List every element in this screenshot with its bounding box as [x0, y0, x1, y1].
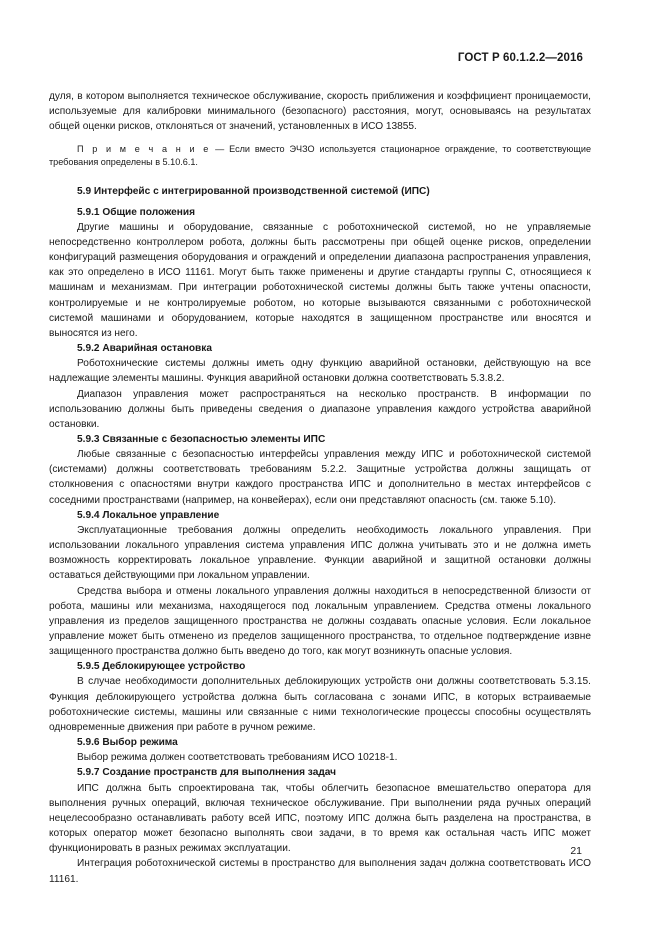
paragraph-5-9-7-a: ИПС должна быть спроектирована так, чтобы облегчить безопасное вмешательство оператора для выполнения ручных операций, включая техническое обслуживание. При выполнении ряда ручных операций нецелесообразно останавливать работу всей ИПС, поэтому ИПС должна быть разделена на пространства, в которых оператор может безопасно выполнять свои задачи, в то время как остальная часть ИПС может функционировать в разных режимах эксплуатации. — [49, 782, 591, 855]
subsection-title-5-9-7: 5.9.7 Создание пространств для выполнения задач — [77, 767, 337, 779]
paragraph-5-9-6-a: Выбор режима должен соответствовать требованиям ИСО 10218-1. — [77, 752, 398, 764]
page-header-standard-code: ГОСТ Р 60.1.2.2—2016 — [457, 52, 583, 64]
note-label: П р и м е ч а н и е — [77, 144, 211, 155]
paragraph-5-9-3-a: Любые связанные с безопасностью интерфейсы управления между ИПС и роботохнической системой (системами) должны соответствовать требованиям 5.2.2. Защитные устройства должны защищать от столкновения с опасностями внутри каждого пространства ИПС и дополнительно в местах интерфейсов с соседними пространствами (например, на конвейерах), если они представляют опасность (см. также 5.10). — [49, 449, 591, 506]
section-title: 5.9 Интерфейс с интегрированной производственной системой (ИПС) — [77, 186, 430, 198]
subsection-title-5-9-6: 5.9.6 Выбор режима — [77, 737, 178, 749]
subsection-title-5-9-2: 5.9.2 Аварийная остановка — [77, 343, 212, 355]
note — [49, 143, 591, 169]
paragraph-5-9-4-a: Эксплуатационные требования должны определить необходимость локального управления. При использовании локального управления система управления ИПС должна учитывать это и не должна иметь возможность корректировать локальное управление. Функции аварийной и защитной остановки должны оставаться действующими при локальном управлении. — [49, 524, 591, 582]
paragraph-5-9-4-b: Средства выбора и отмены локального управления должны находиться в непосредственной близости от робота, машины или механизма, находящегося под локальным управлением. Средства отмены локального управления из пределов защищенного пространства не должны создавать опасные условия. Если локальное управление может быть отменено из пределов защищенного пространства, то отдельное подтверждение извне защищенного пространства должно быть введено до того, как могут возникнуть опасные условия. — [49, 585, 591, 658]
subsection-title-5-9-1: 5.9.1 Общие положения — [77, 206, 195, 218]
page-number: 21 — [570, 845, 582, 857]
subsection-title-5-9-5: 5.9.5 Деблокирующее устройство — [77, 661, 246, 673]
subsection-title-5-9-4: 5.9.4 Локальное управление — [77, 509, 220, 521]
paragraph-5-9-1-a: Другие машины и оборудование, связанные с роботохнической системой, но не управляемые непосредственно контроллером робота, должны быть рассмотрены при общей оценке рисков, определении конфигураций размещения оборудования и ограждений и определении диапазона распространения управления, как это определено в ИСО 11161. Могут быть также применены и другие стандарты группы С, относящиеся к машинам и механизмам. При интеграции роботохнической системы должны быть также учтены опасности, контролируемые и не контролируемые роботом, но которые вызываются связанными с роботохнической системой машинами и оборудованием, которые находятся в защищенном пространстве или вносятся и выносятся из него. — [49, 221, 591, 339]
intro-paragraph: дуля, в котором выполняется техническое обслуживание, скорость приближения и коэффициент проницаемости, используемые для калибровки минимального (безопасного) расстояния, могут, основываясь на результатах общей оценки рисков, отклоняться от значений, установленных в ИСО 13855. — [49, 91, 591, 133]
paragraph-5-9-2-b: Диапазон управления может распространяться на несколько пространств. В информации по использованию должны быть приведены сведения о диапазоне управления каждого устройства аварийной остановки. — [49, 388, 591, 430]
paragraph-5-9-7-b: Интеграция роботохнической системы в пространство для выполнения задач должна соответствовать ИСО 11161. — [49, 858, 591, 885]
note-text: — Если вместо ЭЧЗО используется стационарное ограждение, то соответствующие требования определены в 5.10.6.1. — [49, 144, 592, 168]
paragraph-5-9-5-a: В случае необходимости дополнительных деблокирующих устройств они должны соответствовать 5.3.15. Функция деблокирующего устройства должна быть согласована с зонами ИПС, в которых встраиваемые роботохнические системы, машины или связанные с ними технологические процессы способны осуществлять одновременные движения при работе в ручном режиме. — [49, 676, 591, 733]
paragraph-5-9-2-a: Роботохнические системы должны иметь одну функцию аварийной остановки, действующую на все надлежащие элементы машины. Функция аварийной остановки должна соответствовать 5.3.8.2. — [49, 358, 591, 385]
subsection-title-5-9-3: 5.9.3 Связанные с безопасностью элементы ИПС — [77, 433, 326, 445]
document-body — [49, 89, 591, 887]
